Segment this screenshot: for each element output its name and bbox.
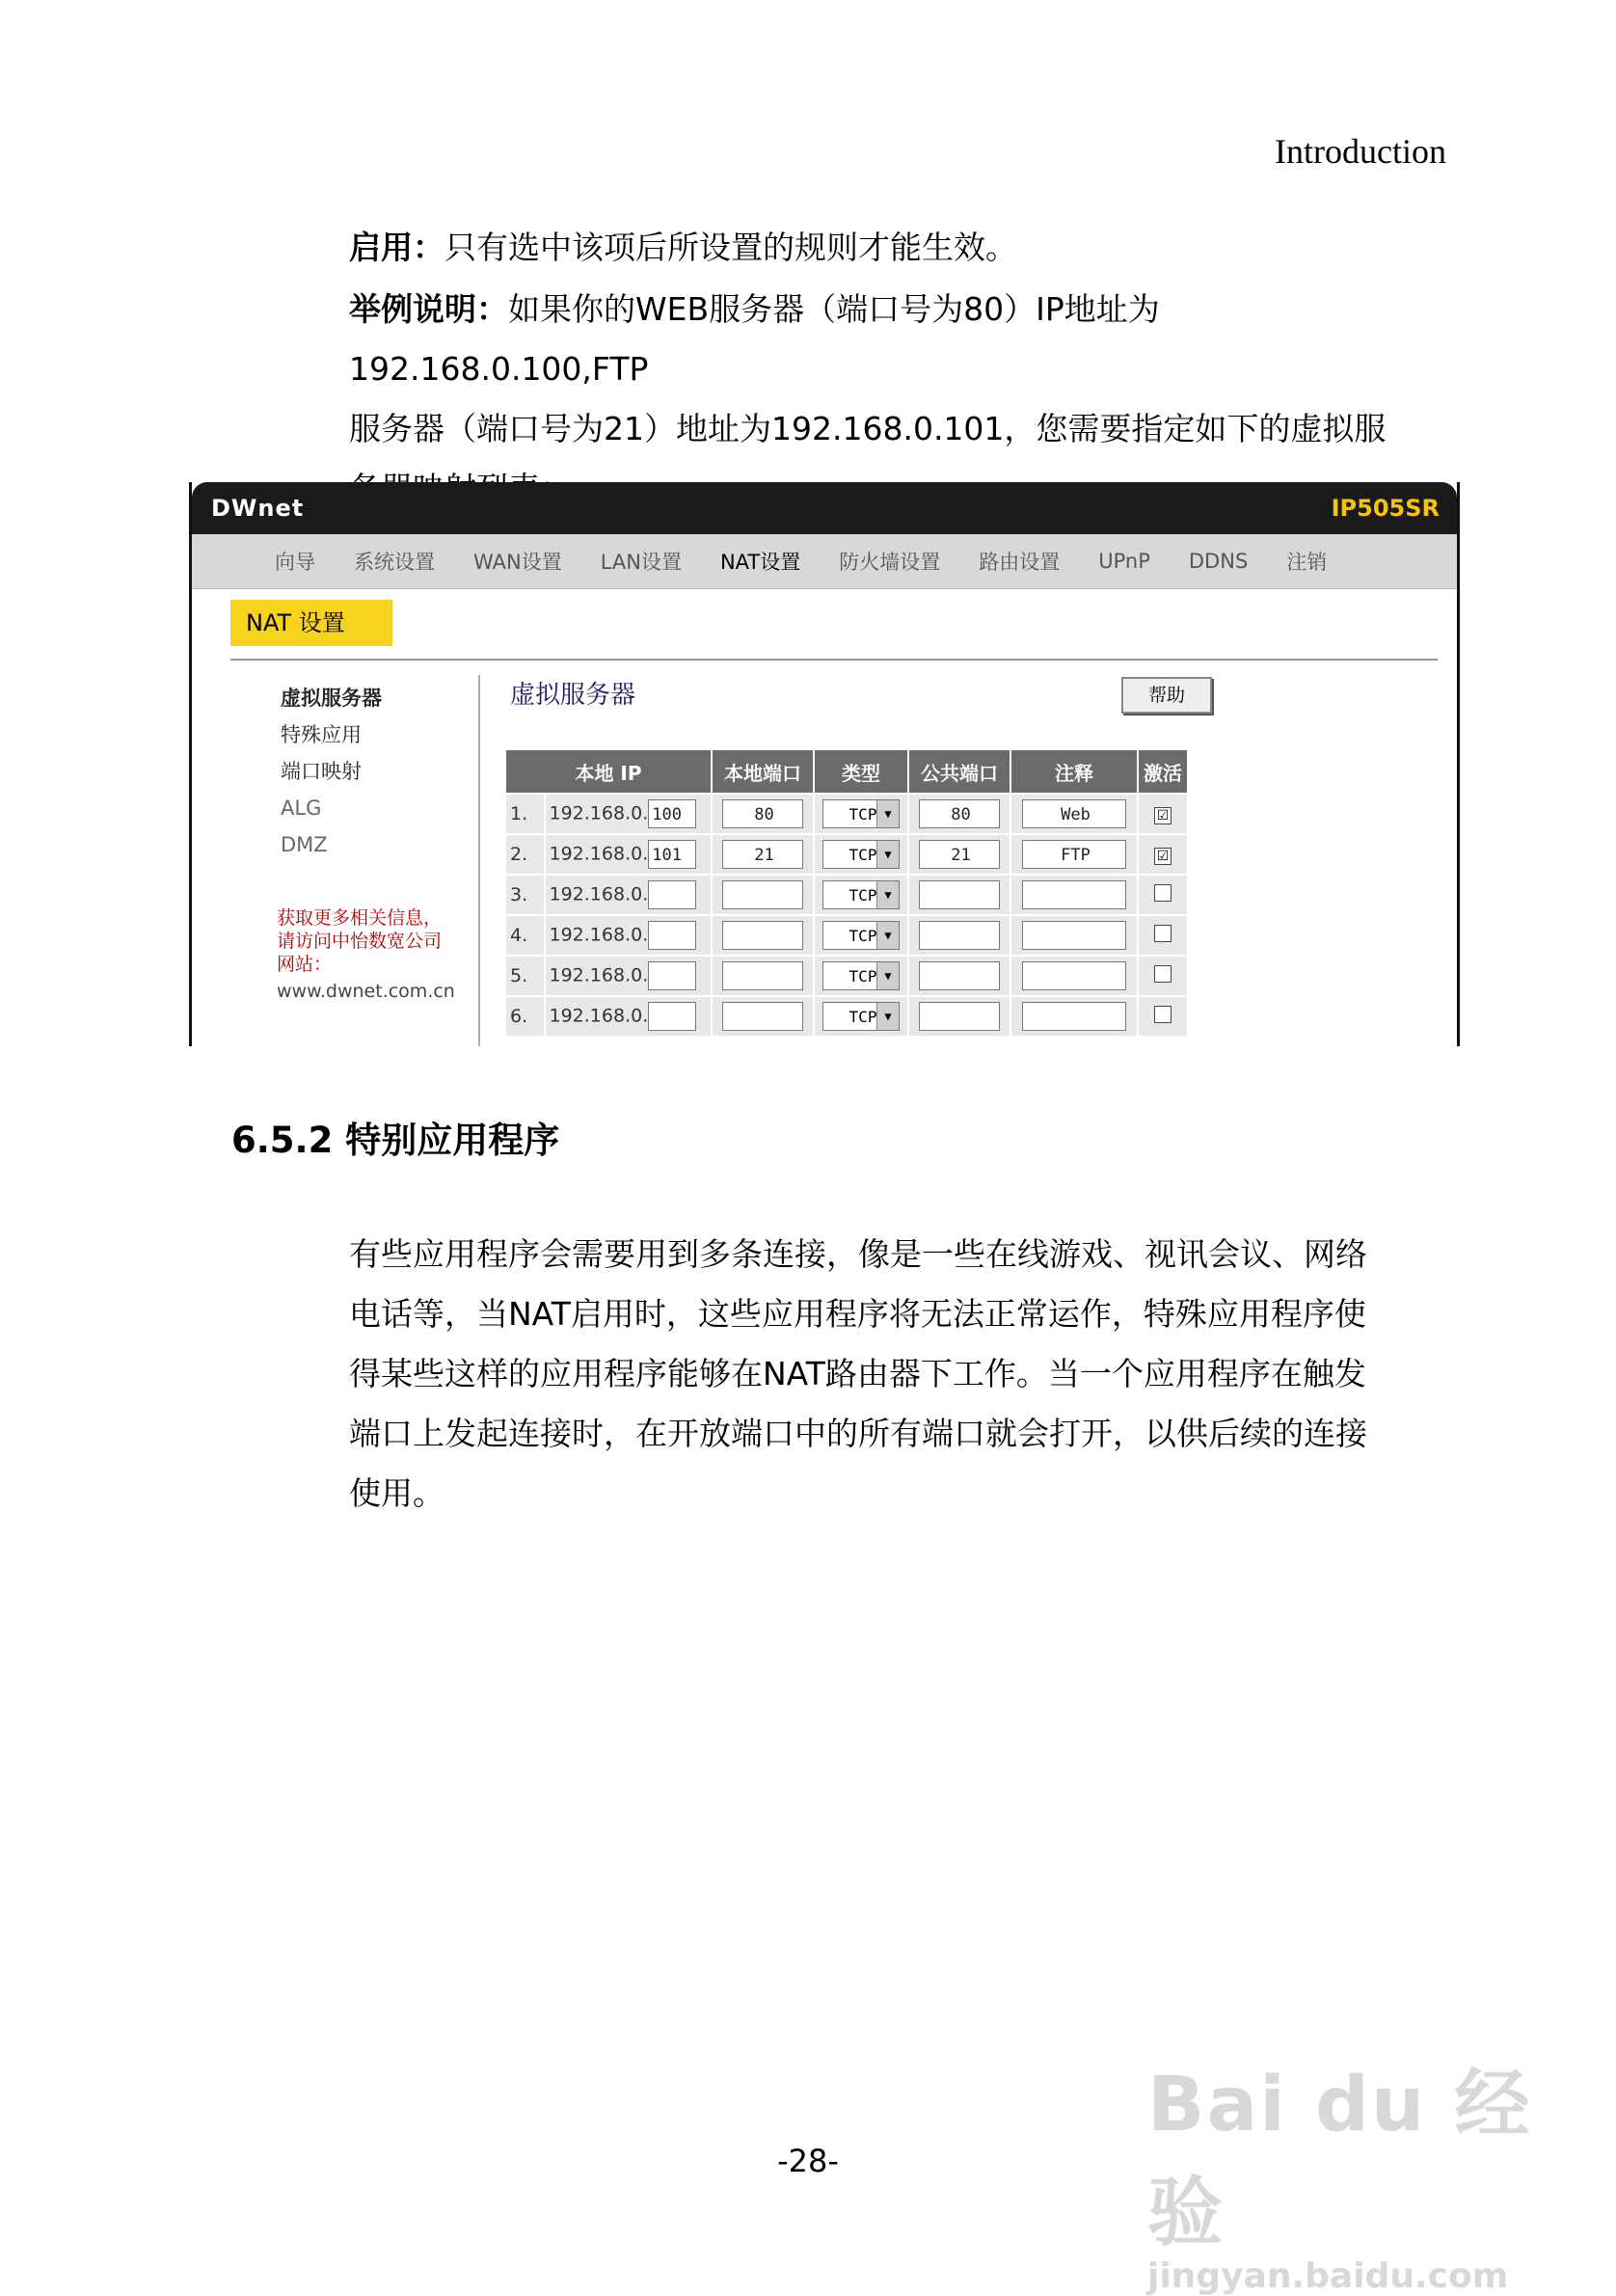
- local-port-cell: [712, 996, 814, 1037]
- virtual-server-table: [504, 748, 1189, 1038]
- table-row: [505, 996, 1188, 1037]
- type-select[interactable]: [822, 880, 900, 909]
- type-value: TCP: [848, 967, 877, 986]
- note-cell: [1010, 915, 1138, 956]
- row-number: 3.: [505, 875, 545, 915]
- type-select[interactable]: [822, 840, 900, 869]
- header-active: 激活: [1138, 749, 1188, 794]
- virtual-server-heading: 虚拟服务器: [510, 681, 636, 710]
- public-port-cell: [908, 875, 1010, 915]
- nav-lan-settings[interactable]: LAN设置: [600, 551, 682, 574]
- table-row: [505, 915, 1188, 956]
- side-item-dmz[interactable]: DMZ: [281, 833, 328, 856]
- header-type: 类型: [814, 749, 908, 794]
- nav-nat-settings[interactable]: NAT设置: [719, 551, 801, 574]
- router-model-label: IP505SR: [1331, 495, 1440, 522]
- router-main-nav: [192, 534, 1457, 589]
- type-select[interactable]: [822, 1002, 900, 1031]
- note-input[interactable]: [1022, 921, 1126, 950]
- side-item-virtual-server[interactable]: 虚拟服务器: [281, 687, 382, 710]
- more-info-line-1: 获取更多相关信息，: [277, 907, 443, 929]
- title-divider: [230, 659, 1438, 661]
- watermark-logo-text: Bai du 经验: [1147, 2062, 1532, 2256]
- ip-prefix: 192.168.0.: [549, 1005, 649, 1027]
- type-cell: [814, 794, 908, 834]
- ip-prefix: 192.168.0.: [549, 802, 649, 824]
- nav-upnp[interactable]: UPnP: [1098, 550, 1150, 573]
- local-port-cell: [712, 794, 814, 834]
- table-header-row: [505, 749, 1188, 794]
- note-cell: [1010, 875, 1138, 915]
- active-cell: [1138, 794, 1188, 834]
- type-cell: [814, 915, 908, 956]
- side-item-alg[interactable]: ALG: [281, 797, 322, 820]
- type-value: TCP: [848, 927, 877, 945]
- type-cell: [814, 834, 908, 875]
- type-value: TCP: [848, 846, 877, 864]
- active-checkbox[interactable]: [1154, 965, 1172, 983]
- header-local-port: 本地端口: [712, 749, 814, 794]
- active-checkbox[interactable]: [1154, 1006, 1172, 1023]
- more-info-note: [277, 906, 470, 1003]
- public-port-input[interactable]: [919, 921, 1000, 950]
- special-app-line-1: 有些应用程序会需要用到多条连接，像是一些在线游戏、视讯会议、网络: [349, 1235, 1367, 1273]
- public-port-input[interactable]: [919, 1002, 1000, 1031]
- active-checkbox[interactable]: ☑: [1154, 848, 1172, 865]
- router-topbar: [192, 482, 1457, 534]
- type-cell: [814, 956, 908, 996]
- local-port-input[interactable]: [722, 880, 803, 909]
- local-ip-cell: [545, 996, 713, 1037]
- note-cell: [1010, 956, 1138, 996]
- nav-system-settings[interactable]: 系统设置: [354, 551, 435, 574]
- table-row: [505, 956, 1188, 996]
- special-app-line-4: 端口上发起连接时，在开放端口中的所有端口就会打开，以供后续的连接: [349, 1415, 1367, 1452]
- local-ip-cell: [545, 956, 713, 996]
- type-cell: [814, 996, 908, 1037]
- row-number: 2.: [505, 834, 545, 875]
- local-port-cell: [712, 915, 814, 956]
- running-header: Introduction: [1275, 132, 1446, 171]
- local-port-cell: [712, 875, 814, 915]
- type-value: TCP: [848, 805, 877, 824]
- local-ip-cell: [545, 875, 713, 915]
- local-ip-input[interactable]: [648, 921, 696, 950]
- ip-prefix: 192.168.0.: [549, 843, 649, 865]
- nav-wan-settings[interactable]: WAN设置: [473, 551, 562, 574]
- local-ip-input[interactable]: [648, 1002, 696, 1031]
- enable-paragraph: [349, 218, 1458, 278]
- local-ip-input[interactable]: [648, 880, 696, 909]
- type-cell: [814, 875, 908, 915]
- type-select[interactable]: [822, 799, 900, 828]
- table-row: [505, 794, 1188, 834]
- side-divider: [478, 675, 480, 1046]
- special-app-paragraph: [349, 1225, 1458, 1524]
- active-checkbox[interactable]: [1154, 925, 1172, 942]
- row-number: 6.: [505, 996, 545, 1037]
- dropdown-arrow-icon: ▼: [876, 881, 899, 908]
- public-port-cell: [908, 956, 1010, 996]
- nat-settings-title: NAT 设置: [230, 600, 392, 646]
- example-line-1: 如果你的WEB服务器（端口号为80）IP地址为192.168.0.100,FTP: [349, 290, 1160, 388]
- special-app-line-5: 使用。: [349, 1474, 444, 1512]
- page-number: -28-: [777, 2143, 839, 2179]
- example-label: 举例说明：: [349, 290, 508, 328]
- special-app-line-2: 电话等，当NAT启用时，这些应用程序将无法正常运作，特殊应用程序使: [349, 1295, 1366, 1333]
- local-port-cell: [712, 956, 814, 996]
- dropdown-arrow-icon: ▼: [876, 841, 899, 868]
- public-port-input[interactable]: [919, 880, 1000, 909]
- header-public-port: 公共端口: [908, 749, 1010, 794]
- watermark-url: jingyan.baidu.com: [1147, 2256, 1509, 2296]
- side-item-special-application[interactable]: 特殊应用: [281, 723, 362, 746]
- router-brand-logo: DWnet: [211, 495, 305, 522]
- row-number: 5.: [505, 956, 545, 996]
- section-heading: 6.5.2 特别应用程序: [231, 1120, 560, 1161]
- active-checkbox[interactable]: [1154, 884, 1172, 902]
- local-ip-input[interactable]: 100: [648, 799, 696, 828]
- example-line-2: 服务器（端口号为21）地址为192.168.0.101，您需要指定如下的虚拟服: [349, 410, 1387, 447]
- note-cell: [1010, 794, 1138, 834]
- note-input[interactable]: [1022, 1002, 1126, 1031]
- public-port-cell: [908, 794, 1010, 834]
- type-value: TCP: [848, 886, 877, 905]
- note-cell: [1010, 834, 1138, 875]
- dwnet-website-link[interactable]: www.dwnet.com.cn: [277, 981, 455, 1002]
- local-ip-input[interactable]: [648, 961, 696, 990]
- type-value: TCP: [848, 1008, 877, 1026]
- active-cell: [1138, 996, 1188, 1037]
- local-port-input[interactable]: 21: [722, 840, 803, 869]
- note-input[interactable]: FTP: [1022, 840, 1126, 869]
- row-number: 1.: [505, 794, 545, 834]
- dropdown-arrow-icon: ▼: [876, 1003, 899, 1030]
- help-button[interactable]: 帮助: [1121, 677, 1212, 714]
- local-ip-cell: [545, 794, 713, 834]
- nav-logout[interactable]: 注销: [1286, 551, 1328, 574]
- note-input[interactable]: [1022, 880, 1126, 909]
- local-port-input[interactable]: [722, 961, 803, 990]
- baidu-watermark: [1147, 2044, 1533, 2296]
- dropdown-arrow-icon: ▼: [876, 962, 899, 989]
- dropdown-arrow-icon: ▼: [876, 922, 899, 949]
- ip-prefix: 192.168.0.: [549, 883, 649, 905]
- nav-ddns[interactable]: DDNS: [1188, 550, 1249, 573]
- local-port-input[interactable]: [722, 1002, 803, 1031]
- active-cell: [1138, 834, 1188, 875]
- active-cell: [1138, 956, 1188, 996]
- local-ip-cell: [545, 834, 713, 875]
- local-ip-cell: [545, 915, 713, 956]
- note-cell: [1010, 996, 1138, 1037]
- type-select[interactable]: [822, 961, 900, 990]
- enable-label: 启用：: [349, 229, 444, 266]
- header-note: 注释: [1010, 749, 1138, 794]
- nat-side-menu: [281, 680, 382, 863]
- public-port-cell: [908, 996, 1010, 1037]
- local-port-input[interactable]: 80: [722, 799, 803, 828]
- ip-prefix: 192.168.0.: [549, 924, 649, 946]
- enable-text: 只有选中该项后所设置的规则才能生效。: [444, 229, 1017, 266]
- ip-prefix: 192.168.0.: [549, 964, 649, 986]
- row-number: 4.: [505, 915, 545, 956]
- active-cell: [1138, 875, 1188, 915]
- note-input[interactable]: [1022, 961, 1126, 990]
- router-screenshot: [189, 482, 1460, 1046]
- nav-routing-settings[interactable]: 路由设置: [979, 551, 1061, 574]
- dropdown-arrow-icon: ▼: [876, 800, 899, 827]
- more-info-line-3: 网站：: [277, 954, 333, 975]
- table-row: [505, 875, 1188, 915]
- public-port-input[interactable]: 80: [919, 799, 1000, 828]
- nav-wizard[interactable]: 向导: [275, 551, 315, 574]
- local-port-input[interactable]: [722, 921, 803, 950]
- note-input[interactable]: Web: [1022, 799, 1126, 828]
- local-ip-input[interactable]: 101: [648, 840, 696, 869]
- table-row: [505, 834, 1188, 875]
- public-port-cell: [908, 915, 1010, 956]
- type-select[interactable]: [822, 921, 900, 950]
- public-port-input[interactable]: 21: [919, 840, 1000, 869]
- public-port-cell: [908, 834, 1010, 875]
- header-local-ip: 本地 IP: [505, 749, 712, 794]
- public-port-input[interactable]: [919, 961, 1000, 990]
- active-checkbox[interactable]: ☑: [1154, 807, 1172, 824]
- local-port-cell: [712, 834, 814, 875]
- active-cell: [1138, 915, 1188, 956]
- side-item-port-mapping[interactable]: 端口映射: [281, 760, 362, 783]
- more-info-line-2: 请访问中怡数宽公司: [277, 931, 443, 952]
- nav-firewall-settings[interactable]: 防火墙设置: [839, 551, 941, 574]
- special-app-line-3: 得某些这样的应用程序能够在NAT路由器下工作。当一个应用程序在触发: [349, 1355, 1366, 1392]
